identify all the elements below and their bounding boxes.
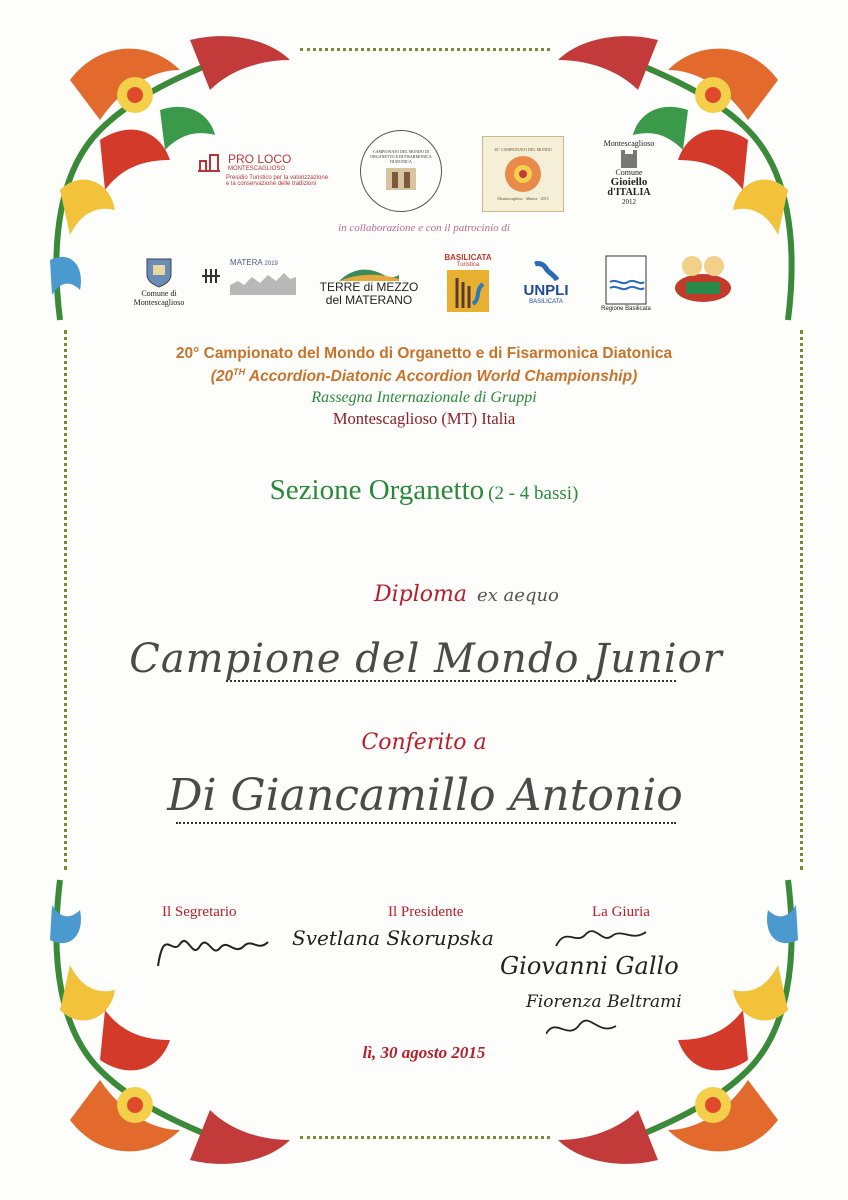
unpli-sub: BASILICATA (529, 298, 563, 305)
terre-line2: del MATERANO (325, 293, 413, 307)
conferito-label: Conferito a (361, 730, 487, 755)
giuria-signature-marks (546, 916, 706, 1046)
giuria-signature-1: Giovanni Gallo (500, 952, 679, 980)
regione-basilicata-logo (594, 248, 658, 318)
subtitle-prefix: (20 (210, 368, 234, 386)
award-dotted-line (226, 680, 676, 682)
border-top (300, 48, 550, 51)
segretario-label: Il Segretario (162, 904, 237, 920)
border-bottom (300, 1136, 550, 1139)
matera-logo (200, 250, 300, 302)
proloco-emblem-icon (196, 149, 222, 175)
basilicata-emblem-icon (445, 268, 491, 314)
gioiello-italia-logo (594, 128, 664, 216)
issue-date: lì, 30 agosto 2015 (362, 1043, 486, 1062)
championship-seal (360, 130, 442, 212)
comune-logo (124, 250, 194, 312)
subtitle-rest: Accordion-Diatonic Accordion World Championship) (245, 368, 638, 386)
regione-text: Regione Basilicata (601, 306, 651, 312)
gioiello-name: Gioiello (610, 175, 648, 188)
proloco-title: PRO LOCO (228, 152, 292, 166)
segretario-signature (150, 916, 280, 976)
section-heading (0, 474, 848, 507)
gioiello-year: 2012 (622, 197, 636, 206)
terre-di-mezzo-logo (314, 262, 424, 310)
proloco-sub2: e la conservazione delle tradizioni (226, 181, 317, 187)
seal-ring-text: CAMPIONATO DEL MONDO DI ORGANETTO E DI FISARMONICA DIATONICA (370, 148, 432, 164)
presidente-label: Il Presidente (388, 904, 464, 920)
gioiello-top: Montescaglioso (603, 138, 655, 148)
comune-line1: Comune di (141, 289, 177, 298)
unpli-title: UNPLI (523, 281, 569, 299)
recipient-dotted-line (176, 822, 676, 824)
folk-mascot-logo (668, 248, 738, 308)
poster-top-text: 20° CAMPIONATO DEL MONDO (494, 147, 552, 152)
rassegna-line: Rassegna Internazionale di Gruppi (311, 389, 537, 406)
section-detail: (2 - 4 bassi) (488, 483, 579, 504)
regione-shield-icon (604, 254, 648, 306)
diploma-line (374, 582, 634, 607)
hills-icon (339, 265, 399, 281)
collaboration-line: in collaborazione e con il patrocinio di (338, 222, 510, 234)
accordion-players-icon (384, 164, 418, 194)
ex-aequo-handwritten: ex aequo (477, 585, 559, 606)
matera-name: MATERA (230, 257, 263, 267)
sassi-skyline-icon (230, 267, 296, 295)
terre-line1: TERRE di MEZZO (319, 280, 419, 294)
championship-title: 20° Campionato del Mondo di Organetto e di Fisarmonica Diatonica (175, 345, 673, 362)
proloco-logo (196, 144, 346, 192)
subtitle-sup: TH (233, 367, 246, 377)
basilicata-sub: Turistica (456, 261, 480, 268)
matera-year: 2019 (264, 260, 278, 267)
diploma-label: Diploma (374, 582, 468, 607)
section-title: Sezione Organetto (269, 474, 485, 506)
presidente-signature: Svetlana Skorupska (292, 926, 494, 950)
gioiello-italia: d'ITALIA (607, 186, 651, 198)
poster-bottom-text: Montescaglioso · Matera · 2015 (497, 196, 549, 201)
recipient-name: Di Giancamillo Antonio (167, 770, 683, 821)
giuria-signature-2: Fiorenza Beltrami (526, 992, 682, 1012)
championship-poster (482, 136, 564, 212)
location-line: Montescaglioso (MT) Italia (332, 409, 516, 428)
gioiello-comune: Comune (615, 167, 643, 177)
proloco-city: MONTESCAGLIOSO (228, 166, 286, 172)
matera-symbol-icon (200, 265, 222, 287)
comune-line2: Montescaglioso (133, 298, 185, 307)
castle-icon (618, 148, 640, 168)
coat-of-arms-icon (145, 255, 173, 289)
giuria-label: La Giuria (592, 904, 650, 920)
unpli-logo (514, 250, 578, 314)
basilicata-turistica-logo (440, 248, 496, 318)
basilicata-title: BASILICATA (444, 252, 492, 262)
championship-subtitle (0, 367, 848, 386)
award-title: Campione del Mondo Junior (129, 636, 723, 682)
poster-wheel-icon (501, 152, 545, 196)
italy-map-icon (531, 260, 561, 282)
proloco-sub1: Presidio Turistico per la valorizzazione (226, 175, 329, 181)
